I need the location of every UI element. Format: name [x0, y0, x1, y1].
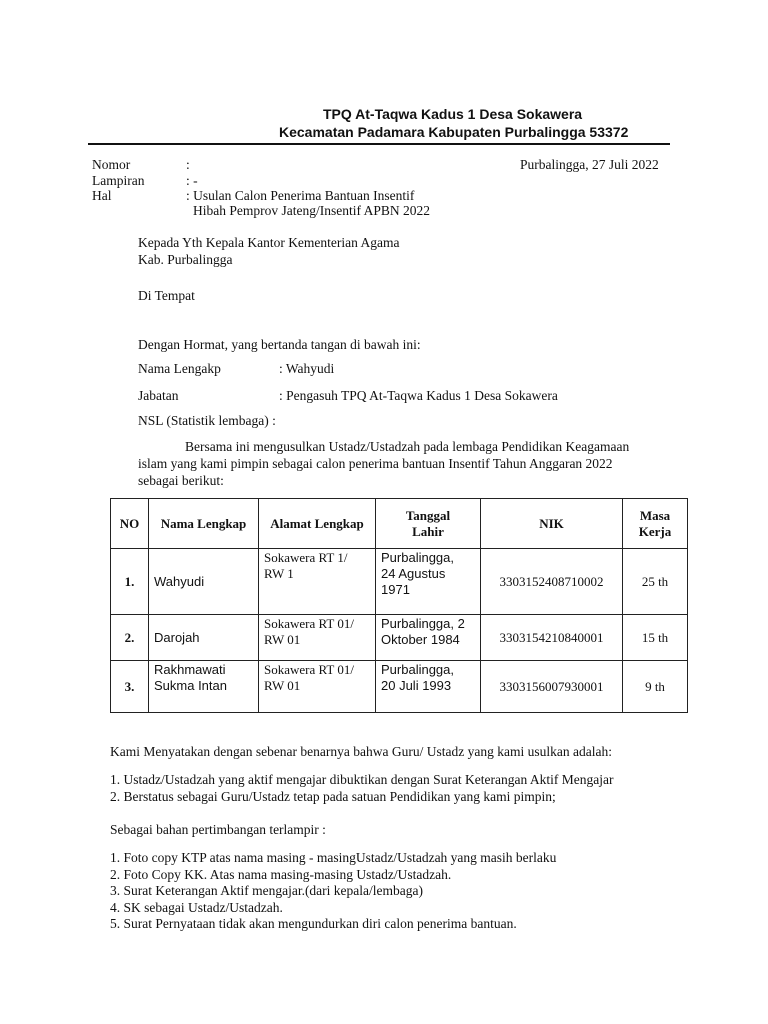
candidate-table	[110, 498, 688, 713]
row-tanggal: Purbalingga, 2 Oktober 1984	[376, 615, 481, 661]
attachments-list	[110, 850, 556, 933]
lampiran-value: : -	[186, 173, 198, 188]
row-nama: Wahyudi	[149, 549, 259, 615]
recipient-line-2: Kab. Purbalingga	[138, 252, 233, 267]
letterhead-line-2: Kecamatan Padamara Kabupaten Purbalingga 53372	[279, 124, 629, 140]
row-no: 1.	[111, 549, 149, 615]
recipient-line-1: Kepada Yth Kepala Kantor Kementerian Agama	[138, 235, 400, 250]
nsl-label: NSL (Statistik lembaga) :	[138, 413, 276, 428]
greeting: Dengan Hormat, yang bertanda tangan di bawah ini:	[138, 337, 421, 352]
hal-value-2: Hibah Pemprov Jateng/Insentif APBN 2022	[193, 203, 430, 218]
row-nama: Darojah	[149, 615, 259, 661]
list-item: 1. Foto copy KTP atas nama masing - masingUstadz/Ustadzah yang masih berlaku	[110, 850, 557, 865]
row-masa: 15 th	[623, 615, 688, 661]
list-item: 4. SK sebagai Ustadz/Ustadzah.	[110, 899, 283, 915]
row-alamat: Sokawera RT 01/ RW 01	[259, 661, 376, 713]
name-label: Nama Lengakp	[138, 361, 221, 376]
header-tanggal	[376, 499, 481, 549]
header-masa-1: Masa	[639, 507, 671, 523]
row-tanggal: Purbalingga, 24 Agustus 1971	[376, 549, 481, 615]
table-row	[111, 615, 688, 661]
row-no: 2.	[111, 615, 149, 661]
table-header-row	[111, 499, 688, 549]
paragraph-line-1: Bersama ini mengusulkan Ustadz/Ustadzah pada lembaga Pendidikan Keagamaan	[185, 439, 630, 454]
hal-label: Hal	[92, 188, 112, 203]
row-no: 3.	[111, 661, 149, 713]
list-item: 3. Surat Keterangan Aktif mengajar.(dari kepala/lembaga)	[110, 883, 423, 898]
list-item: 2. Berstatus sebagai Guru/Ustadz tetap pada satuan Pendidikan yang kami pimpin;	[110, 788, 556, 804]
row-masa: 25 th	[623, 549, 688, 615]
header-nama: Nama Lengkap	[149, 499, 259, 549]
paragraph-line-3: sebagai berikut:	[138, 473, 224, 488]
position-label: Jabatan	[138, 388, 179, 403]
paragraph-line-2: islam yang kami pimpin sebagai calon penerima bantuan Insentif Tahun Anggaran 2022	[138, 456, 613, 471]
nomor-label: Nomor	[92, 157, 131, 172]
statement-intro: Kami Menyatakan dengan sebenar benarnya bahwa Guru/ Ustadz yang kami usulkan adalah:	[110, 744, 612, 759]
row-alamat: Sokawera RT 1/ RW 1	[259, 549, 376, 615]
header-masa-2: Kerja	[638, 523, 672, 539]
row-nama: Rakhmawati Sukma Intan	[149, 661, 259, 713]
header-nik: NIK	[481, 499, 623, 549]
place-date: Purbalingga, 27 Juli 2022	[520, 157, 659, 172]
list-item: 5. Surat Pernyataan tidak akan mengundurkan diri calon penerima bantuan.	[110, 916, 517, 931]
name-value: : Wahyudi	[279, 361, 335, 376]
lampiran-label: Lampiran	[92, 173, 145, 188]
header-masa	[623, 499, 688, 549]
row-masa: 9 th	[623, 661, 688, 713]
header-alamat: Alamat Lengkap	[259, 499, 376, 549]
letterhead-line-1: TPQ At-Taqwa Kadus 1 Desa Sokawera	[323, 106, 583, 122]
position-value: : Pengasuh TPQ At-Taqwa Kadus 1 Desa Sokawera	[279, 388, 558, 403]
table-row	[111, 549, 688, 615]
list-item: 1. Ustadz/Ustadzah yang aktif mengajar dibuktikan dengan Surat Keterangan Aktif Mengajar	[110, 772, 614, 787]
row-nik: 3303154210840001	[481, 615, 623, 661]
list-item: 2. Foto Copy KK. Atas nama masing-masing Ustadz/Ustadzah.	[110, 866, 452, 882]
row-nik: 3303152408710002	[481, 549, 623, 615]
letterhead-divider	[88, 143, 670, 145]
header-tanggal-1: Tanggal	[405, 507, 451, 523]
recipient-line-3: Di Tempat	[138, 288, 195, 303]
table-row	[111, 661, 688, 713]
hal-value-1: : Usulan Calon Penerima Bantuan Insentif	[186, 188, 415, 203]
nomor-value: :	[186, 157, 190, 172]
header-no: NO	[111, 499, 149, 549]
row-tanggal: Purbalingga, 20 Juli 1993	[376, 661, 481, 713]
header-tanggal-2: Lahir	[412, 523, 444, 539]
attachments-intro: Sebagai bahan pertimbangan terlampir :	[110, 822, 326, 837]
statement-list	[110, 772, 613, 805]
row-nik: 3303156007930001	[481, 661, 623, 713]
row-alamat: Sokawera RT 01/ RW 01	[259, 615, 376, 661]
